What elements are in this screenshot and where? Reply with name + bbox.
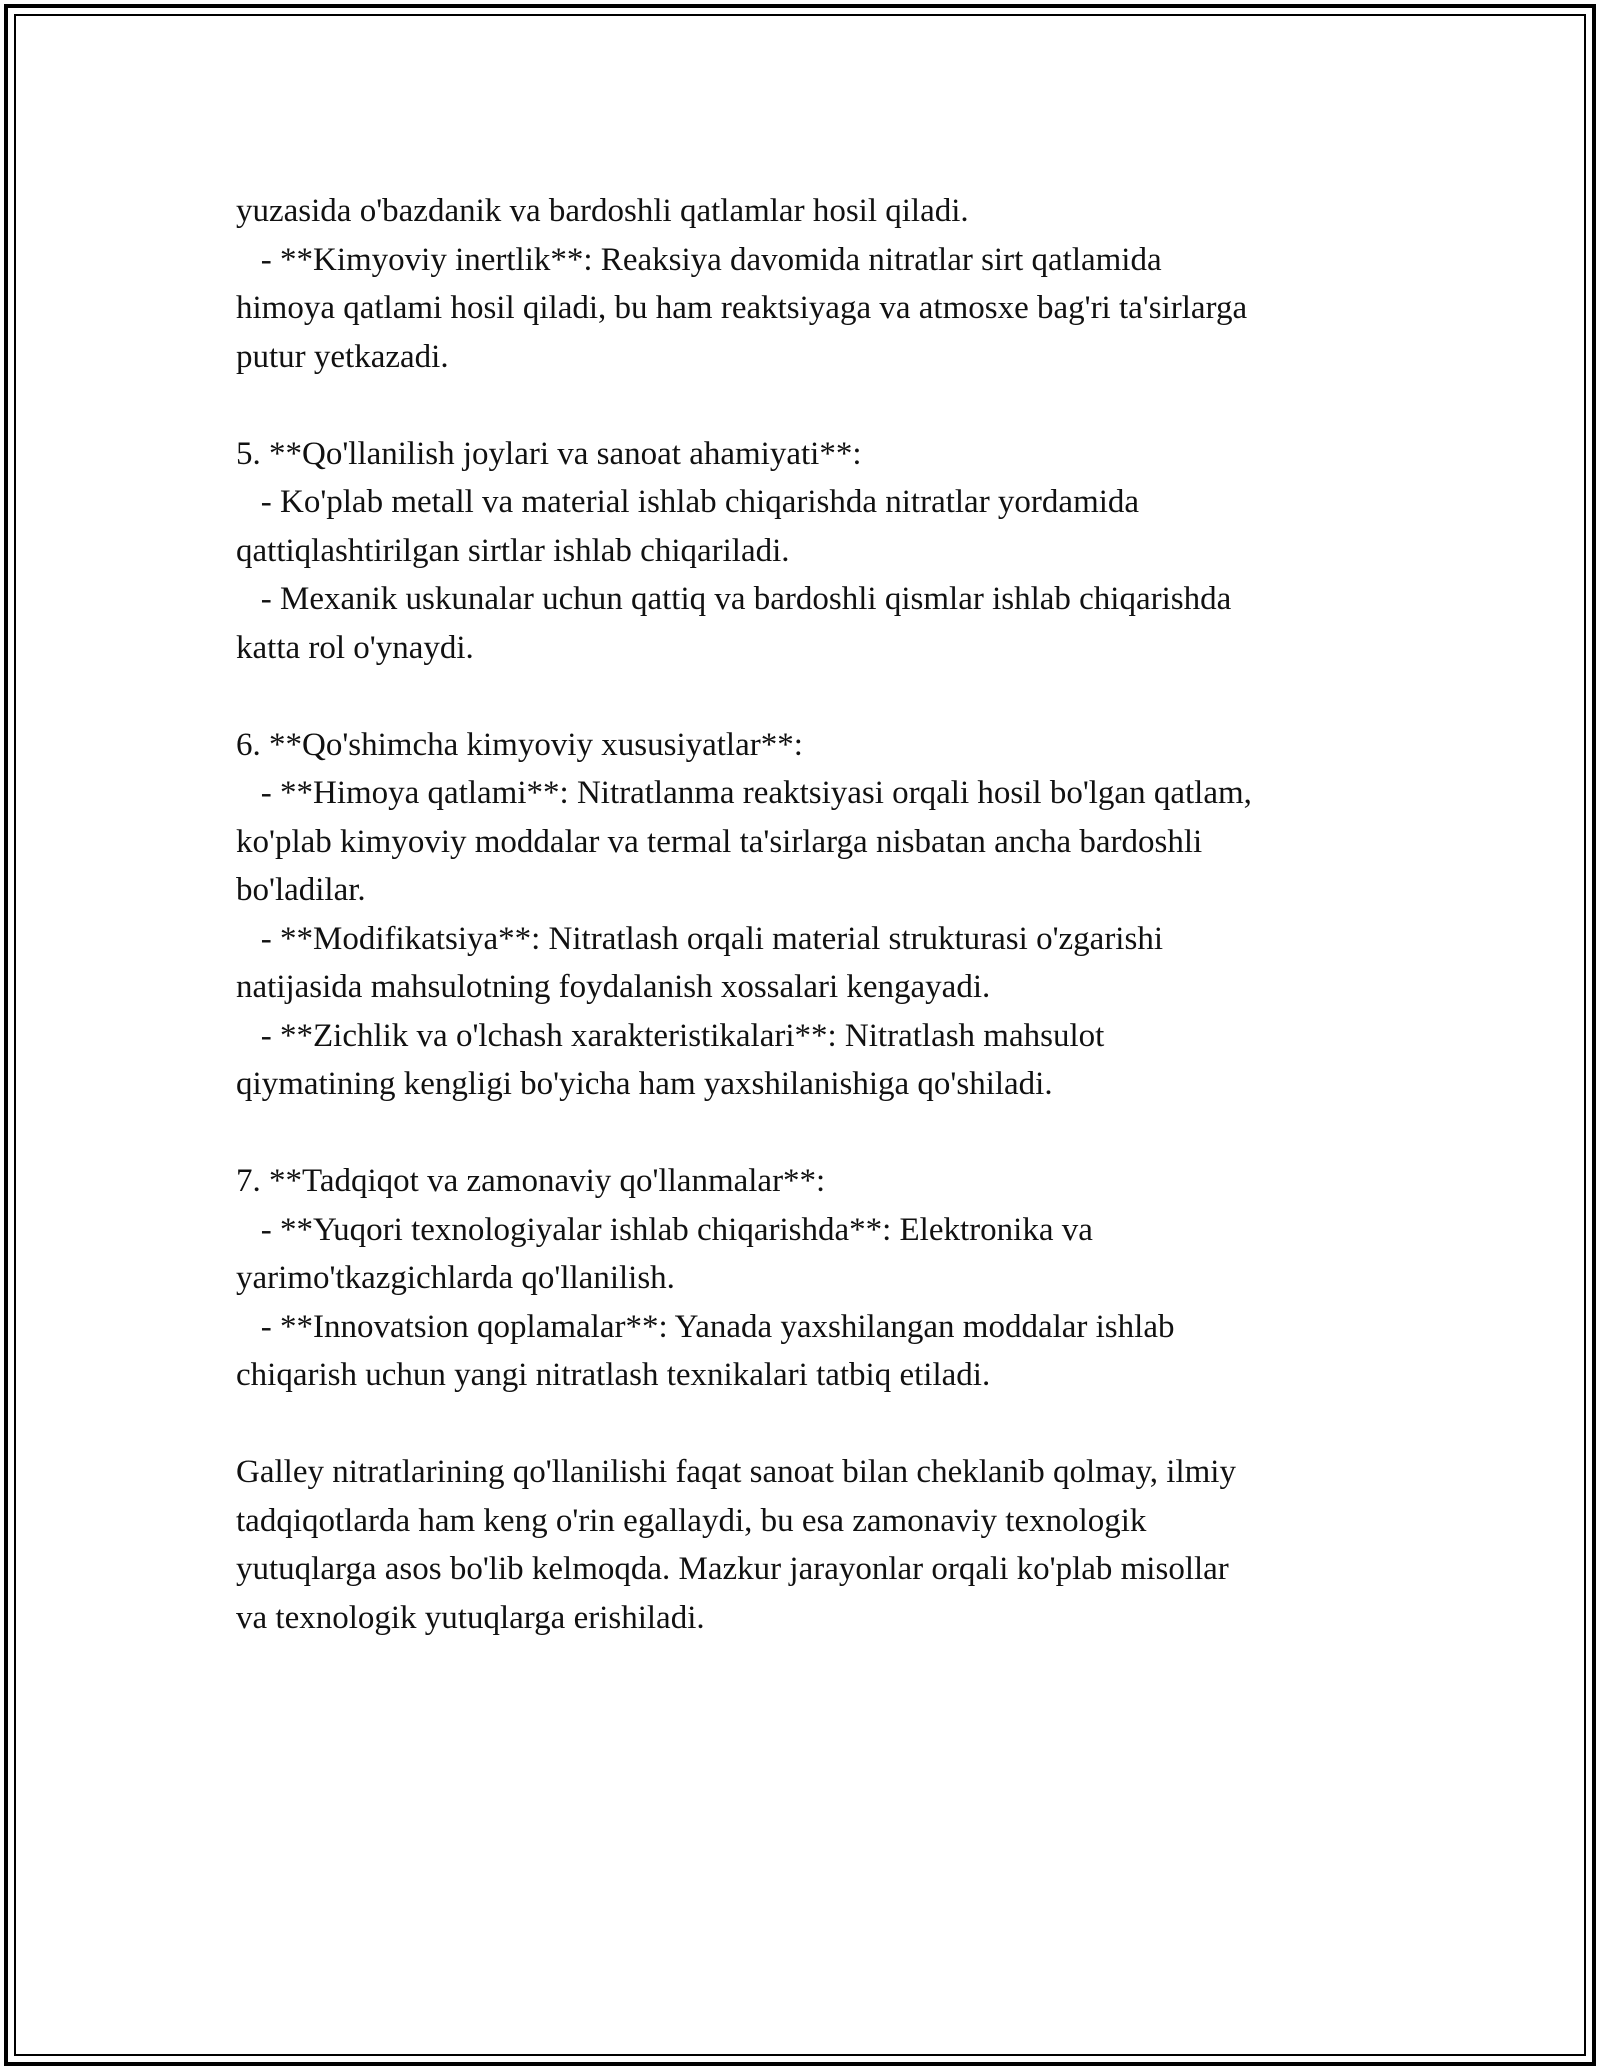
text-line: natijasida mahsulotning foydalanish xossalari kengayadi. bbox=[236, 969, 991, 1005]
text-line: putur yetkazadi. bbox=[236, 338, 449, 375]
text-line: - **Modifikatsiya**: Nitratlash orqali material strukturasi o'zgarishi bbox=[236, 920, 1163, 957]
paragraph-gap bbox=[236, 672, 1396, 721]
text-line: - **Zichlik va o'lchash xarakteristikalari**: Nitratlash mahsulot bbox=[236, 1017, 1105, 1054]
text-line: yarimo'tkazgichlarda qo'llanilish. bbox=[236, 1260, 675, 1296]
paragraph-gap bbox=[236, 1109, 1396, 1158]
section-heading: 5. **Qo'llanilish joylari va sanoat ahamiyati**: bbox=[236, 435, 862, 472]
text-line: va texnologik yutuqlarga erishiladi. bbox=[236, 1599, 705, 1636]
text-line: - Ko'plab metall va material ishlab chiqarishda nitratlar yordamida bbox=[236, 484, 1140, 520]
text-line: chiqarish uchun yangi nitratlash texnikalari tatbiq etiladi. bbox=[236, 1357, 991, 1393]
text-line: qiymatining kengligi bo'yicha ham yaxshilanishiga qo'shiladi. bbox=[236, 1066, 1053, 1102]
text-line: - **Yuqori texnologiyalar ishlab chiqarishda**: Elektronika va bbox=[236, 1211, 1093, 1248]
document-body bbox=[236, 187, 1396, 1642]
paragraph-gap bbox=[236, 381, 1396, 430]
section-heading: 6. **Qo'shimcha kimyoviy xususiyatlar**: bbox=[236, 726, 803, 763]
conclusion-paragraph bbox=[236, 1448, 1396, 1642]
text-line: yuzasida o'bazdanik va bardoshli qatlamlar hosil qiladi. bbox=[236, 193, 969, 229]
section-6 bbox=[236, 721, 1396, 1109]
text-line: katta rol o'ynaydi. bbox=[236, 629, 474, 666]
section-heading: 7. **Tadqiqot va zamonaviy qo'llanmalar**: bbox=[236, 1163, 826, 1199]
text-line: qattiqlashtirilgan sirtlar ishlab chiqariladi. bbox=[236, 532, 790, 569]
text-line: Galley nitratlarining qo'llanilishi faqat sanoat bilan cheklanib qolmay, ilmiy bbox=[236, 1454, 1236, 1490]
text-line: bo'ladilar. bbox=[236, 872, 366, 908]
text-line: yutuqlarga asos bo'lib kelmoqda. Mazkur jarayonlar orqali ko'plab misollar bbox=[236, 1551, 1229, 1587]
text-line: - **Innovatsion qoplamalar**: Yanada yaxshilangan moddalar ishlab bbox=[236, 1308, 1175, 1345]
text-line: - **Himoya qatlami**: Nitratlanma reaktsiyasi orqali hosil bo'lgan qatlam, bbox=[236, 775, 1252, 811]
text-line: - Mexanik uskunalar uchun qattiq va bardoshli qismlar ishlab chiqarishda bbox=[236, 581, 1232, 617]
text-line: - **Kimyoviy inertlik**: Reaksiya davomida nitratlar sirt qatlamida bbox=[236, 241, 1162, 278]
section-7 bbox=[236, 1157, 1396, 1400]
text-line: tadqiqotlarda ham keng o'rin egallaydi, bu esa zamonaviy texnologik bbox=[236, 1502, 1147, 1539]
text-line: ko'plab kimyoviy moddalar va termal ta'sirlarga nisbatan ancha bardoshli bbox=[236, 823, 1203, 860]
text-line: himoya qatlami hosil qiladi, bu ham reaktsiyaga va atmosxe bag'ri ta'sirlarga bbox=[236, 290, 1248, 326]
section-5 bbox=[236, 430, 1396, 673]
paragraph-gap bbox=[236, 1400, 1396, 1449]
paragraph-continuation bbox=[236, 187, 1396, 381]
